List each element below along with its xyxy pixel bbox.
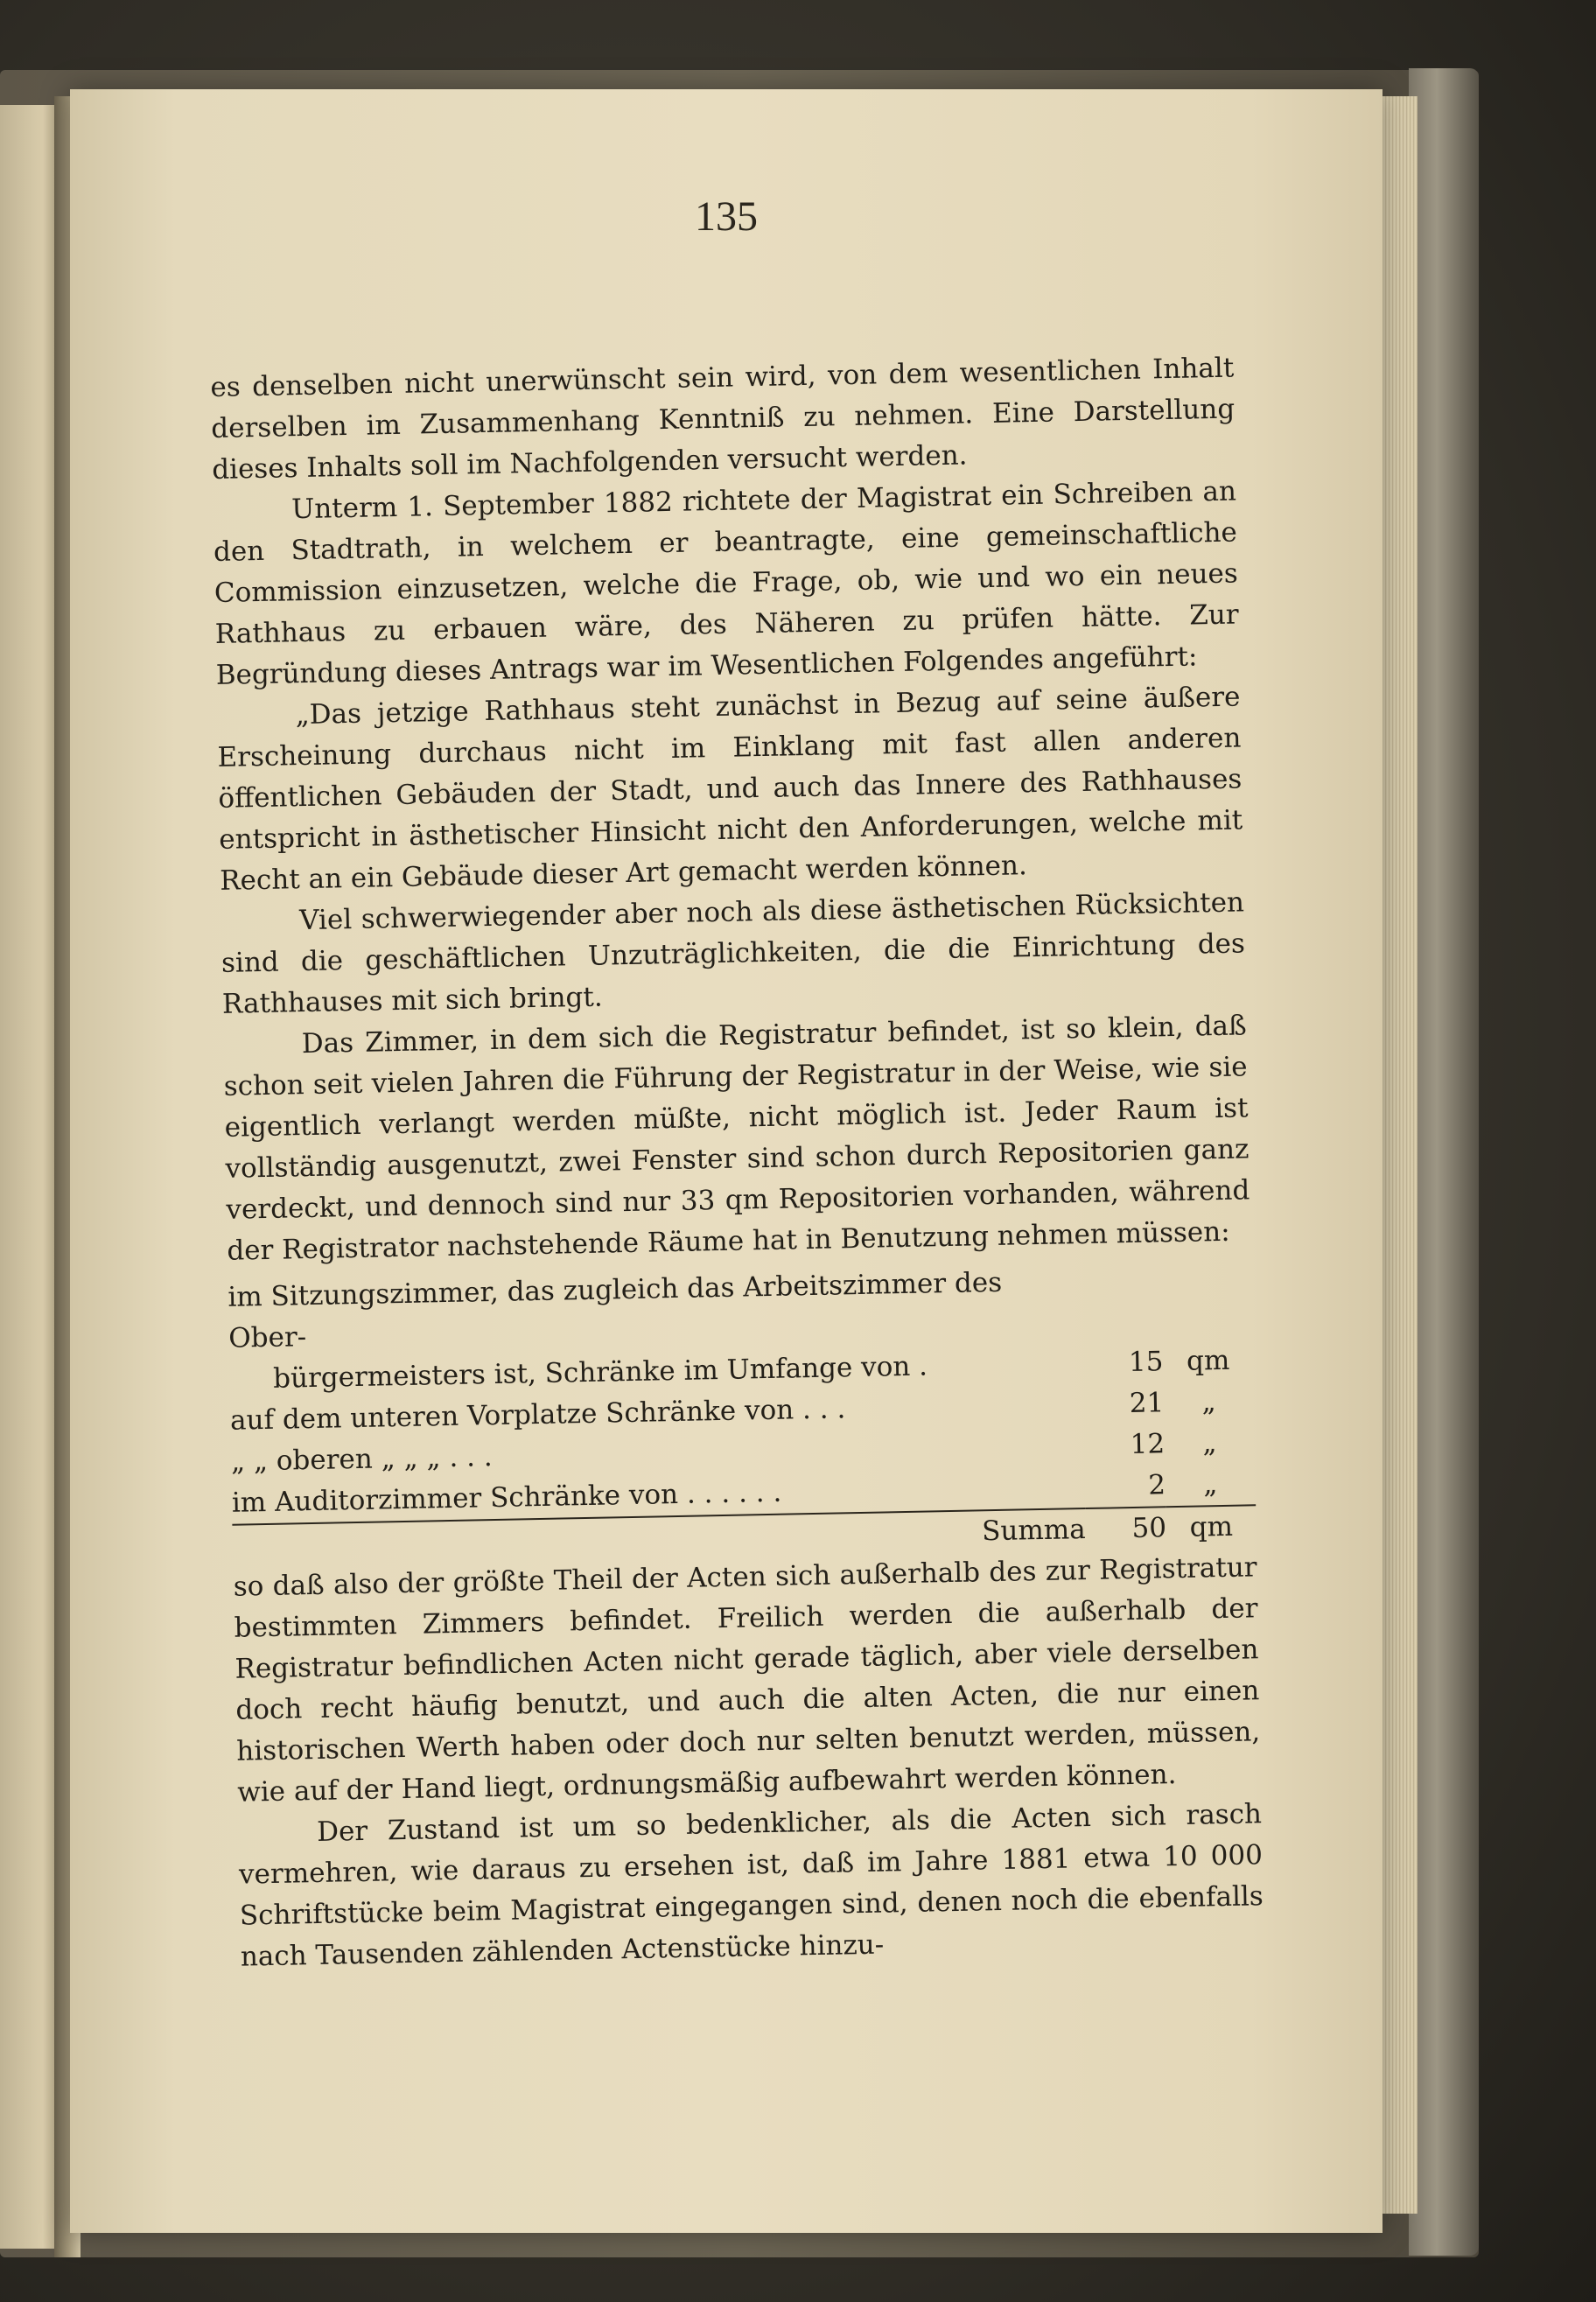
row-value: [1081, 1259, 1163, 1343]
row-unit: „: [1201, 1386, 1216, 1418]
rooms-table: [228, 1257, 1256, 1566]
row-unit: „: [1202, 1427, 1217, 1459]
sum-unit: qm: [1166, 1505, 1257, 1549]
page-text: [210, 348, 1264, 1978]
row-value: 12: [1130, 1428, 1166, 1461]
paragraph: so daß also der größte Theil der Acten sich außerhalb des zur Registratur bestimmten Zimmers befindet. Freilich werden die außerhalb der Registratur befindlichen Acten nicht gerade täglich, aber viele derselben doch recht häufig benutzt, und auch die alten Acten, die nur einen historischen Werth haben oder doch nur selten benutzt werden, müssen, wie auf der Hand liegt, ordnungsmäßig aufbewahrt werden können.: [233, 1551, 1261, 1809]
row-unit: qm: [1186, 1344, 1230, 1377]
paragraph: „Das jetzige Rathhaus steht zunächst in Bezug auf seine äußere Erscheinung durchaus nicht im Einklang mit fast allen anderen öffentlichen Gebäuden der Stadt, und auch das Innere des Rathhauses entspricht in ästhetischer Hinsicht nicht den Anforderungen, welche mit Recht an ein Gebäude dieser Art gemacht werden können.: [217, 681, 1243, 897]
row-label: bürgermeisters ist, Schränke im Umfange von .: [272, 1350, 928, 1395]
row-label: „ „ oberen „ „ „ . . .: [230, 1441, 493, 1478]
row-label: im Sitzungszimmer, das zugleich das Arbeitszimmer des Ober-: [228, 1266, 1003, 1354]
paragraph: Viel schwerwiegender aber noch als diese ästhetischen Rücksichten sind die geschäftlichen Unzuträglichkeiten, die die Einrichtung des Rathhauses mit sich bringt.: [220, 886, 1246, 1020]
paragraph: Der Zustand ist um so bedenklicher, als die Acten sich rasch vermehren, wie daraus zu ersehen ist, daß im Jahre 1881 etwa 10 000 Schriftstücke beim Magistrat eingegangen sind, denen noch die ebenfalls nach Tausenden zählenden Actenstücke hinzu-: [238, 1798, 1264, 1973]
page-stack-edges: [1382, 96, 1418, 2214]
sum-label: Summa: [232, 1508, 1086, 1567]
left-page-edge: [0, 105, 61, 2249]
page-number: 135: [695, 193, 758, 240]
sum-value: 50: [1085, 1507, 1166, 1550]
row-value: 15: [1128, 1346, 1164, 1379]
row-unit: „: [1203, 1468, 1218, 1501]
paragraph: Unterm 1. September 1882 richtete der Magistrat ein Schreiben an den Stadtrath, in welchem er beantragte, eine gemeinschaftliche Commission einzusetzen, welche die Frage, ob, wie und wo ein neues Rathhaus zu erbauen wäre, des Näheren zu prüfen hätte. Zur Begründung dieses Antrags war im Wesentlichen Folgendes angeführt:: [213, 475, 1239, 691]
book-cover-edge: [1409, 68, 1479, 2256]
book-page: [70, 89, 1382, 2233]
paragraph: es denselben nicht unerwünscht sein wird, von dem wesentlichen Inhalt derselben im Zusammenhang Kenntniß zu nehmen. Eine Darstellung dieses Inhalts soll im Nachfolgenden versucht werden.: [210, 352, 1236, 486]
paragraph: Das Zimmer, in dem sich die Registratur befindet, ist so klein, daß schon seit vielen Jahren die Führung der Registratur in der Weise, wie sie eigentlich verlangt werden müßte, nicht möglich ist. Jeder Raum ist vollständig ausgenutzt, zwei Fenster sind schon durch Repositorien ganz verdeckt, und dennoch sind nur 33 qm Repositorien vorhanden, während der Registrator nachstehende Räume hat in Benutzung nehmen müssen:: [223, 1010, 1250, 1267]
row-label: im Auditorzimmer Schränke von . . . . . .: [231, 1476, 782, 1519]
row-value: 21: [1129, 1387, 1165, 1420]
row-value: 2: [1148, 1469, 1166, 1501]
row-label: auf dem unteren Vorplatze Schränke von . . .: [229, 1393, 846, 1437]
row-unit: [1161, 1257, 1252, 1341]
